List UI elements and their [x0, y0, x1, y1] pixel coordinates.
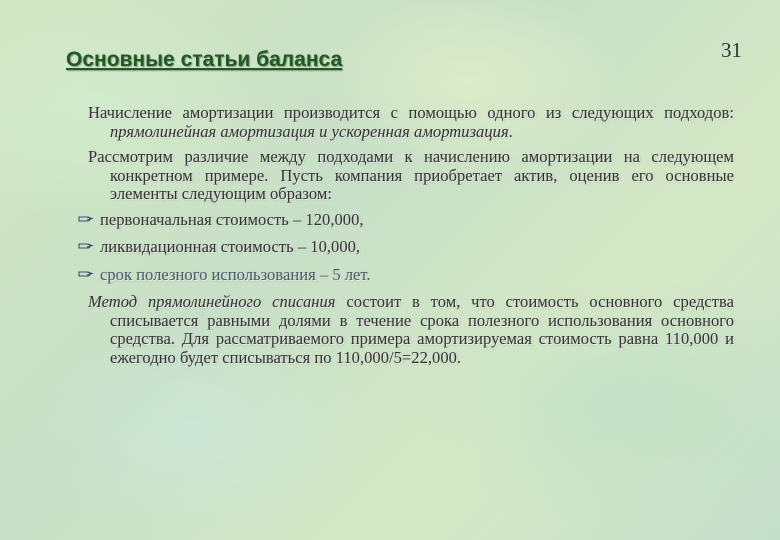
list-item [78, 238, 734, 257]
paragraph-text: Начисление амортизации производится с помощью одного из следующих подходов: [88, 103, 734, 122]
paragraph-example-intro [88, 148, 734, 204]
list-item [78, 211, 734, 230]
slide-content [88, 104, 734, 374]
paragraph-depreciation-intro [88, 104, 734, 141]
paragraph-text: состоит в том, что стоимость основного средства списывается равными долями в течение срока полезного использования основного средства. Для рассматриваемого примера амортизируемая стоимость равна 110,000 и ежегодно будет списываться по 110,000/5=22,000. [110, 292, 735, 367]
hand-pointing-right-icon [78, 267, 94, 281]
list-item-text: ликвидационная стоимость – 10,000, [100, 237, 361, 256]
list-item-text: срок полезного использования – 5 лет. [100, 264, 371, 284]
hand-pointing-right-icon [78, 212, 94, 226]
paragraph-straight-line-method [88, 293, 734, 367]
paragraph-italic-text: Метод прямолинейного списания [88, 292, 336, 311]
paragraph-text: Рассмотрим различие между подходами к начислению амортизации на следующем конкретном примере. Пусть компания приобретает актив, оценив его основные элементы следующим образом: [88, 147, 734, 203]
slide-number: 31 [721, 38, 742, 62]
paragraph-end: . [508, 121, 513, 141]
hand-pointing-right-icon [78, 239, 94, 253]
list-item [78, 266, 734, 285]
slide-title: Основные статьи баланса [66, 48, 343, 71]
paragraph-italic-text: прямолинейная амортизация и ускоренная амортизация [110, 121, 509, 141]
list-item-text: первоначальная стоимость – 120,000, [100, 209, 364, 229]
